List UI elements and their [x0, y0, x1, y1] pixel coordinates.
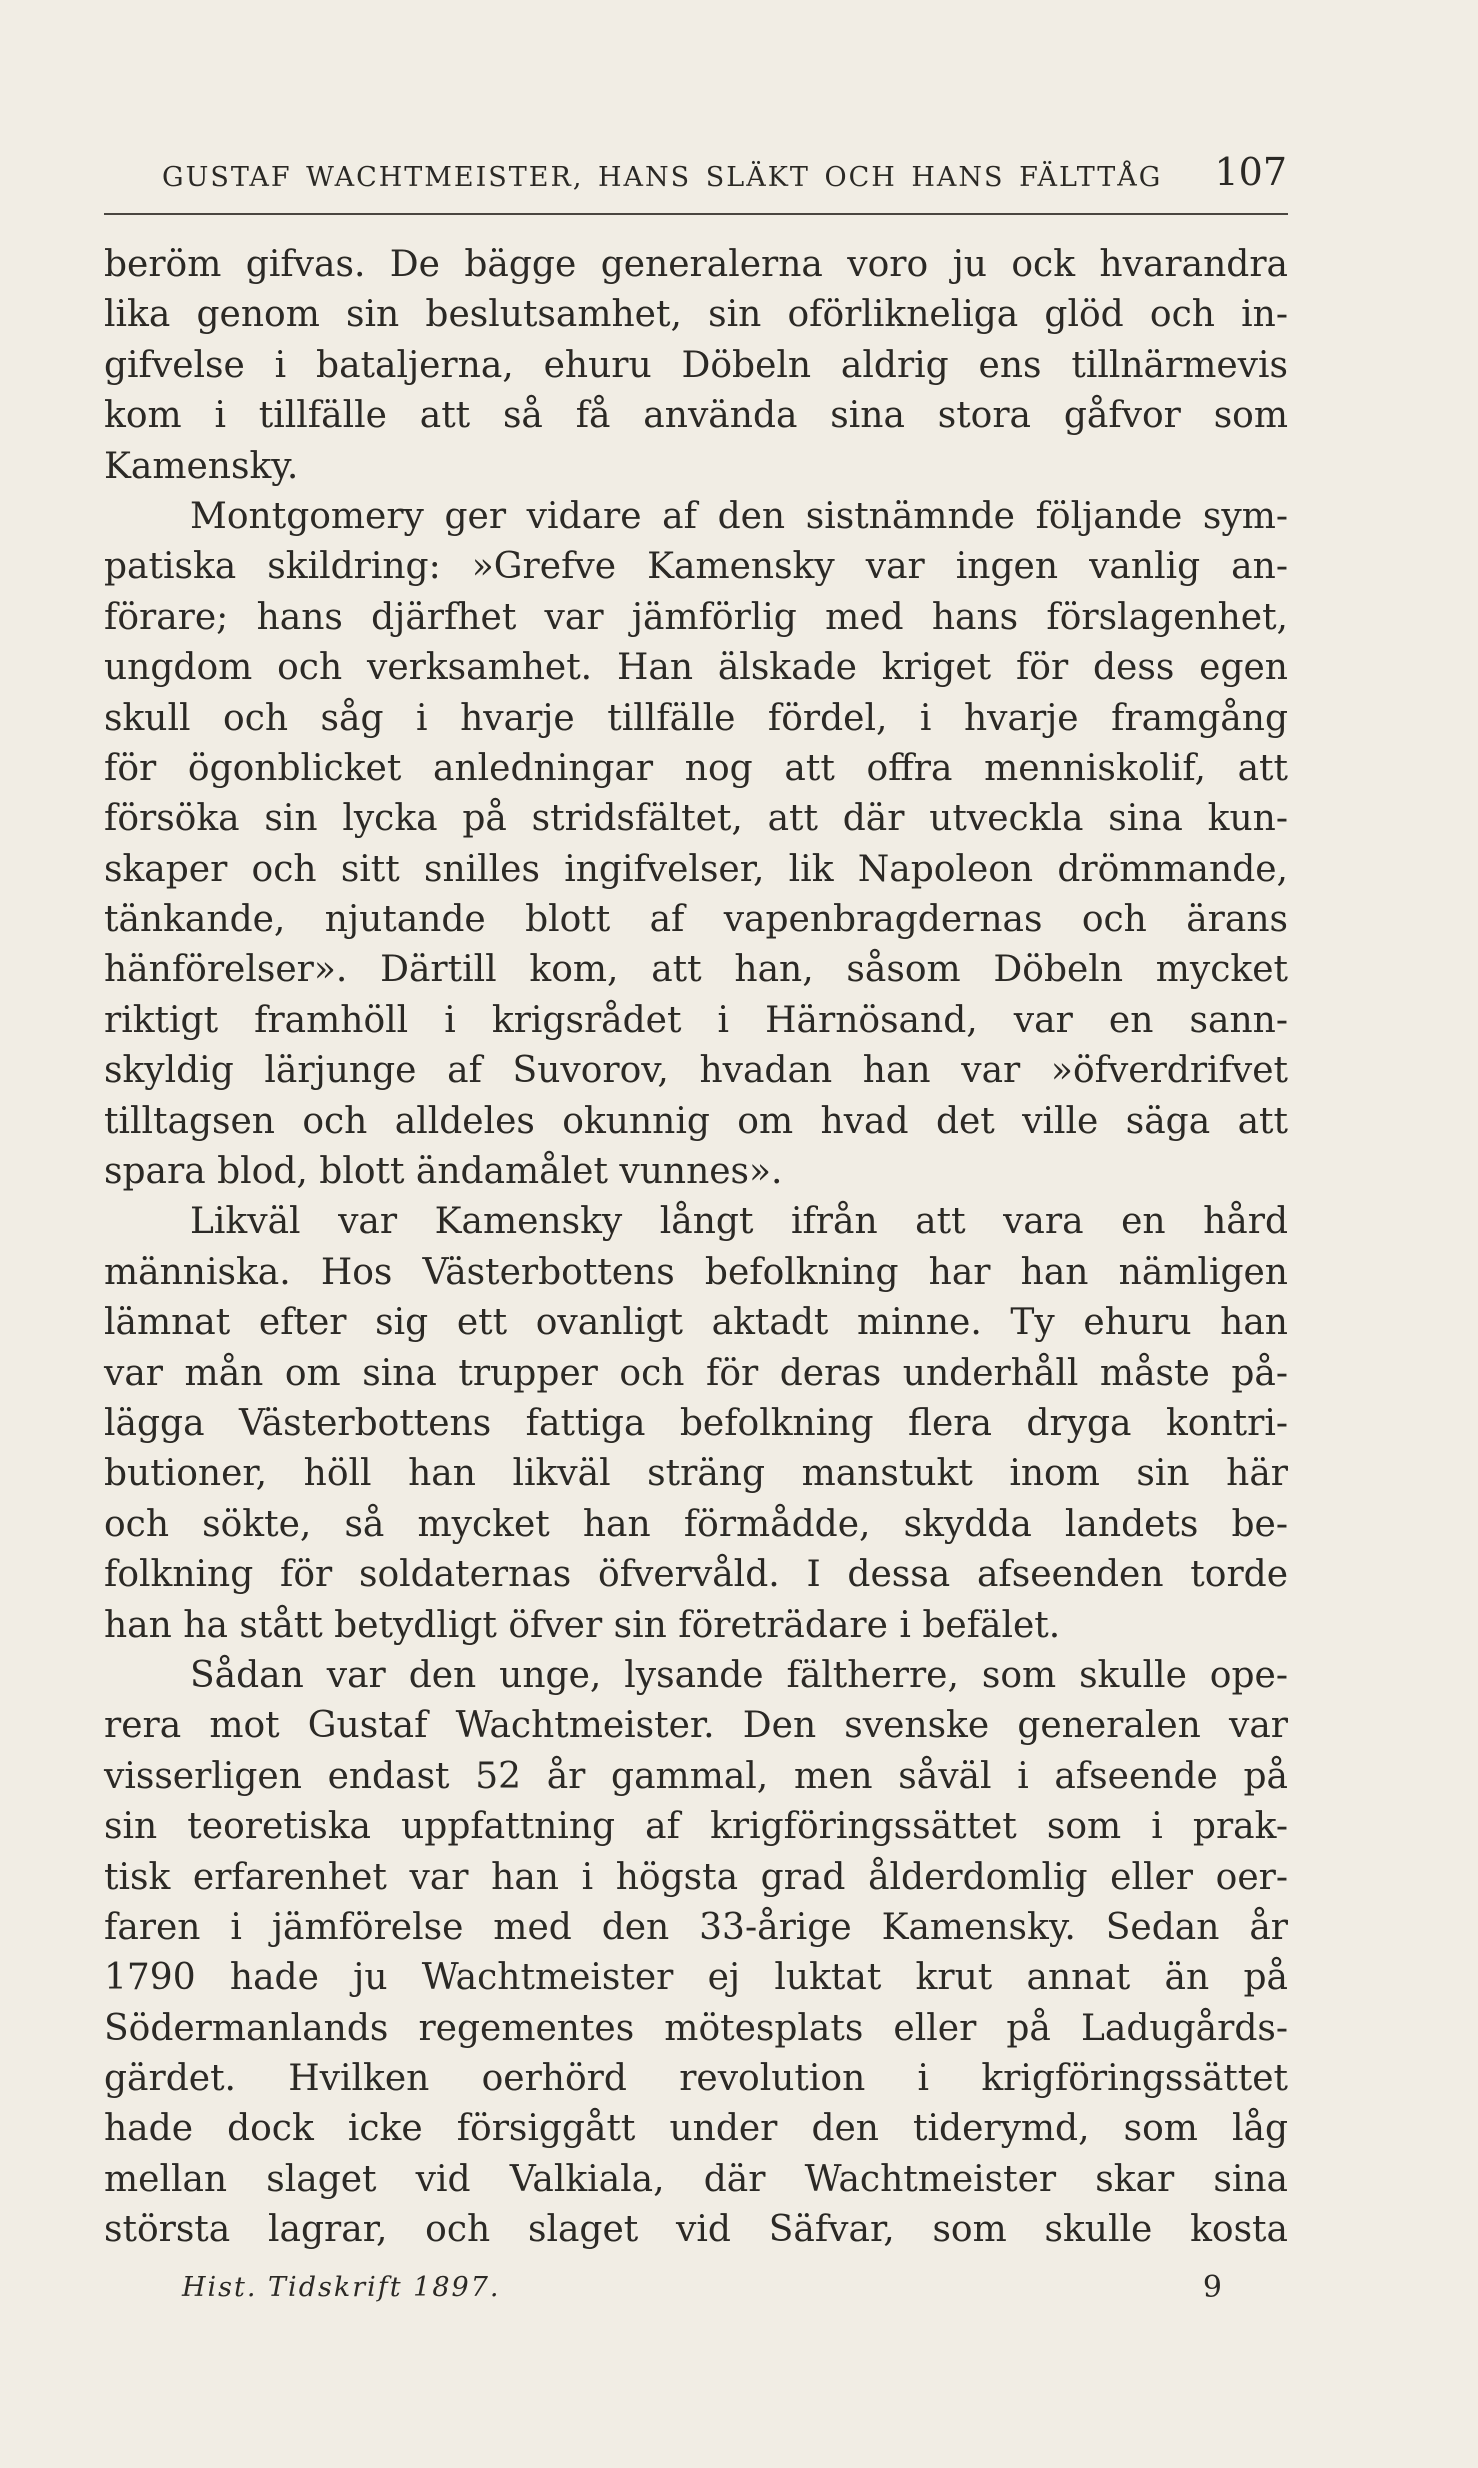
text-line: skyldig lärjunge af Suvorov, hvadan han var »öfverdrifvet	[104, 1050, 1288, 1092]
text-line: lägga Västerbottens fattiga befolkning flera dryga kontri-	[104, 1402, 1288, 1444]
header-rule	[104, 213, 1288, 215]
text-line: var mån om sina trupper och för deras underhåll måste på-	[104, 1352, 1288, 1394]
text-line: största lagrar, och slaget vid Säfvar, som skulle kosta	[104, 2209, 1288, 2251]
journal-signature: Hist. Tidskrift 1897.	[182, 2272, 501, 2303]
text-line: för ögonblicket anledningar nog att offra menniskolif, att	[104, 747, 1288, 789]
text-line: riktigt framhöll i krigsrådet i Härnösand, var en sann-	[104, 999, 1288, 1041]
text-line: beröm gifvas. De bägge generalerna voro ju ock hvarandra	[104, 244, 1288, 285]
text-line: lämnat efter sig ett ovanligt aktadt minne. Ty ehuru han	[104, 1302, 1288, 1344]
text-line: och sökte, så mycket han förmådde, skydda landets be-	[104, 1503, 1288, 1545]
text-line: Montgomery ger vidare af den sistnämnde följande sym-	[190, 495, 1288, 537]
running-head	[162, 150, 1287, 200]
text-line: rera mot Gustaf Wachtmeister. Den svenske generalen var	[104, 1705, 1288, 1747]
text-line: hade dock icke försiggått under den tiderymd, som låg	[104, 2108, 1288, 2150]
text-line: lika genom sin beslutsamhet, sin oförlikneliga glöd och in-	[104, 294, 1288, 336]
text-line: sin teoretiska uppfattning af krigföringssättet som i prak-	[104, 1806, 1288, 1848]
text-line: Kamensky.	[104, 445, 299, 487]
text-line: mellan slaget vid Valkiala, där Wachtmeister skar sina	[104, 2158, 1288, 2200]
page-number: 107	[1214, 150, 1287, 194]
text-line: människa. Hos Västerbottens befolkning har han nämligen	[104, 1251, 1288, 1293]
text-line: hänförelser». Därtill kom, att han, såsom Döbeln mycket	[104, 949, 1288, 991]
text-line: ungdom och verksamhet. Han älskade kriget för dess egen	[104, 647, 1288, 689]
text-line: 1790 hade ju Wachtmeister ej luktat krut annat än på	[104, 1957, 1288, 1999]
text-line: Sådan var den unge, lysande fältherre, som skulle ope-	[190, 1654, 1288, 1696]
text-line: spara blod, blott ändamålet vunnes».	[104, 1151, 783, 1193]
text-line: skaper och sitt snilles ingifvelser, lik Napoleon drömmande,	[104, 848, 1288, 890]
text-line: gifvelse i bataljerna, ehuru Döbeln aldrig ens tillnärmevis	[104, 344, 1288, 386]
text-line: tilltagsen och alldeles okunnig om hvad det ville säga att	[104, 1100, 1288, 1142]
text-line: butioner, höll han likväl sträng manstukt inom sin här	[104, 1453, 1288, 1495]
running-title: GUSTAF WACHTMEISTER, HANS SLÄKT OCH HANS FÄLTTÅG	[162, 162, 1163, 193]
text-line: Likväl var Kamensky långt ifrån att vara en hård	[190, 1201, 1288, 1243]
text-line: Södermanlands regementes mötesplats eller på Ladugårds-	[104, 2007, 1288, 2049]
text-line: folkning för soldaternas öfvervåld. I dessa afseenden torde	[104, 1554, 1288, 1596]
text-line: skull och såg i hvarje tillfälle fördel, i hvarje framgång	[104, 697, 1288, 739]
text-line: försöka sin lycka på stridsfältet, att där utveckla sina kun-	[104, 798, 1288, 840]
text-line: han ha stått betydligt öfver sin företrädare i befälet.	[104, 1604, 1061, 1646]
text-line: faren i jämförelse med den 33-årige Kamensky. Sedan år	[104, 1906, 1288, 1948]
text-line: tänkande, njutande blott af vapenbragdernas och ärans	[104, 899, 1288, 941]
body-text	[104, 240, 1288, 2256]
text-line: tisk erfarenhet var han i högsta grad ålderdomlig eller oer-	[104, 1856, 1288, 1898]
text-line: förare; hans djärfhet var jämförlig med hans förslagenhet,	[104, 596, 1288, 638]
sheet-number: 9	[1202, 2270, 1222, 2305]
page-footer	[182, 2272, 1222, 2322]
text-line: visserligen endast 52 år gammal, men såväl i afseende på	[104, 1755, 1288, 1797]
text-line: patiska skildring: »Grefve Kamensky var ingen vanlig an-	[104, 546, 1288, 588]
text-line: gärdet. Hvilken oerhörd revolution i krigföringssättet	[104, 2058, 1288, 2100]
text-line: kom i tillfälle att så få använda sina stora gåfvor som	[104, 395, 1288, 437]
